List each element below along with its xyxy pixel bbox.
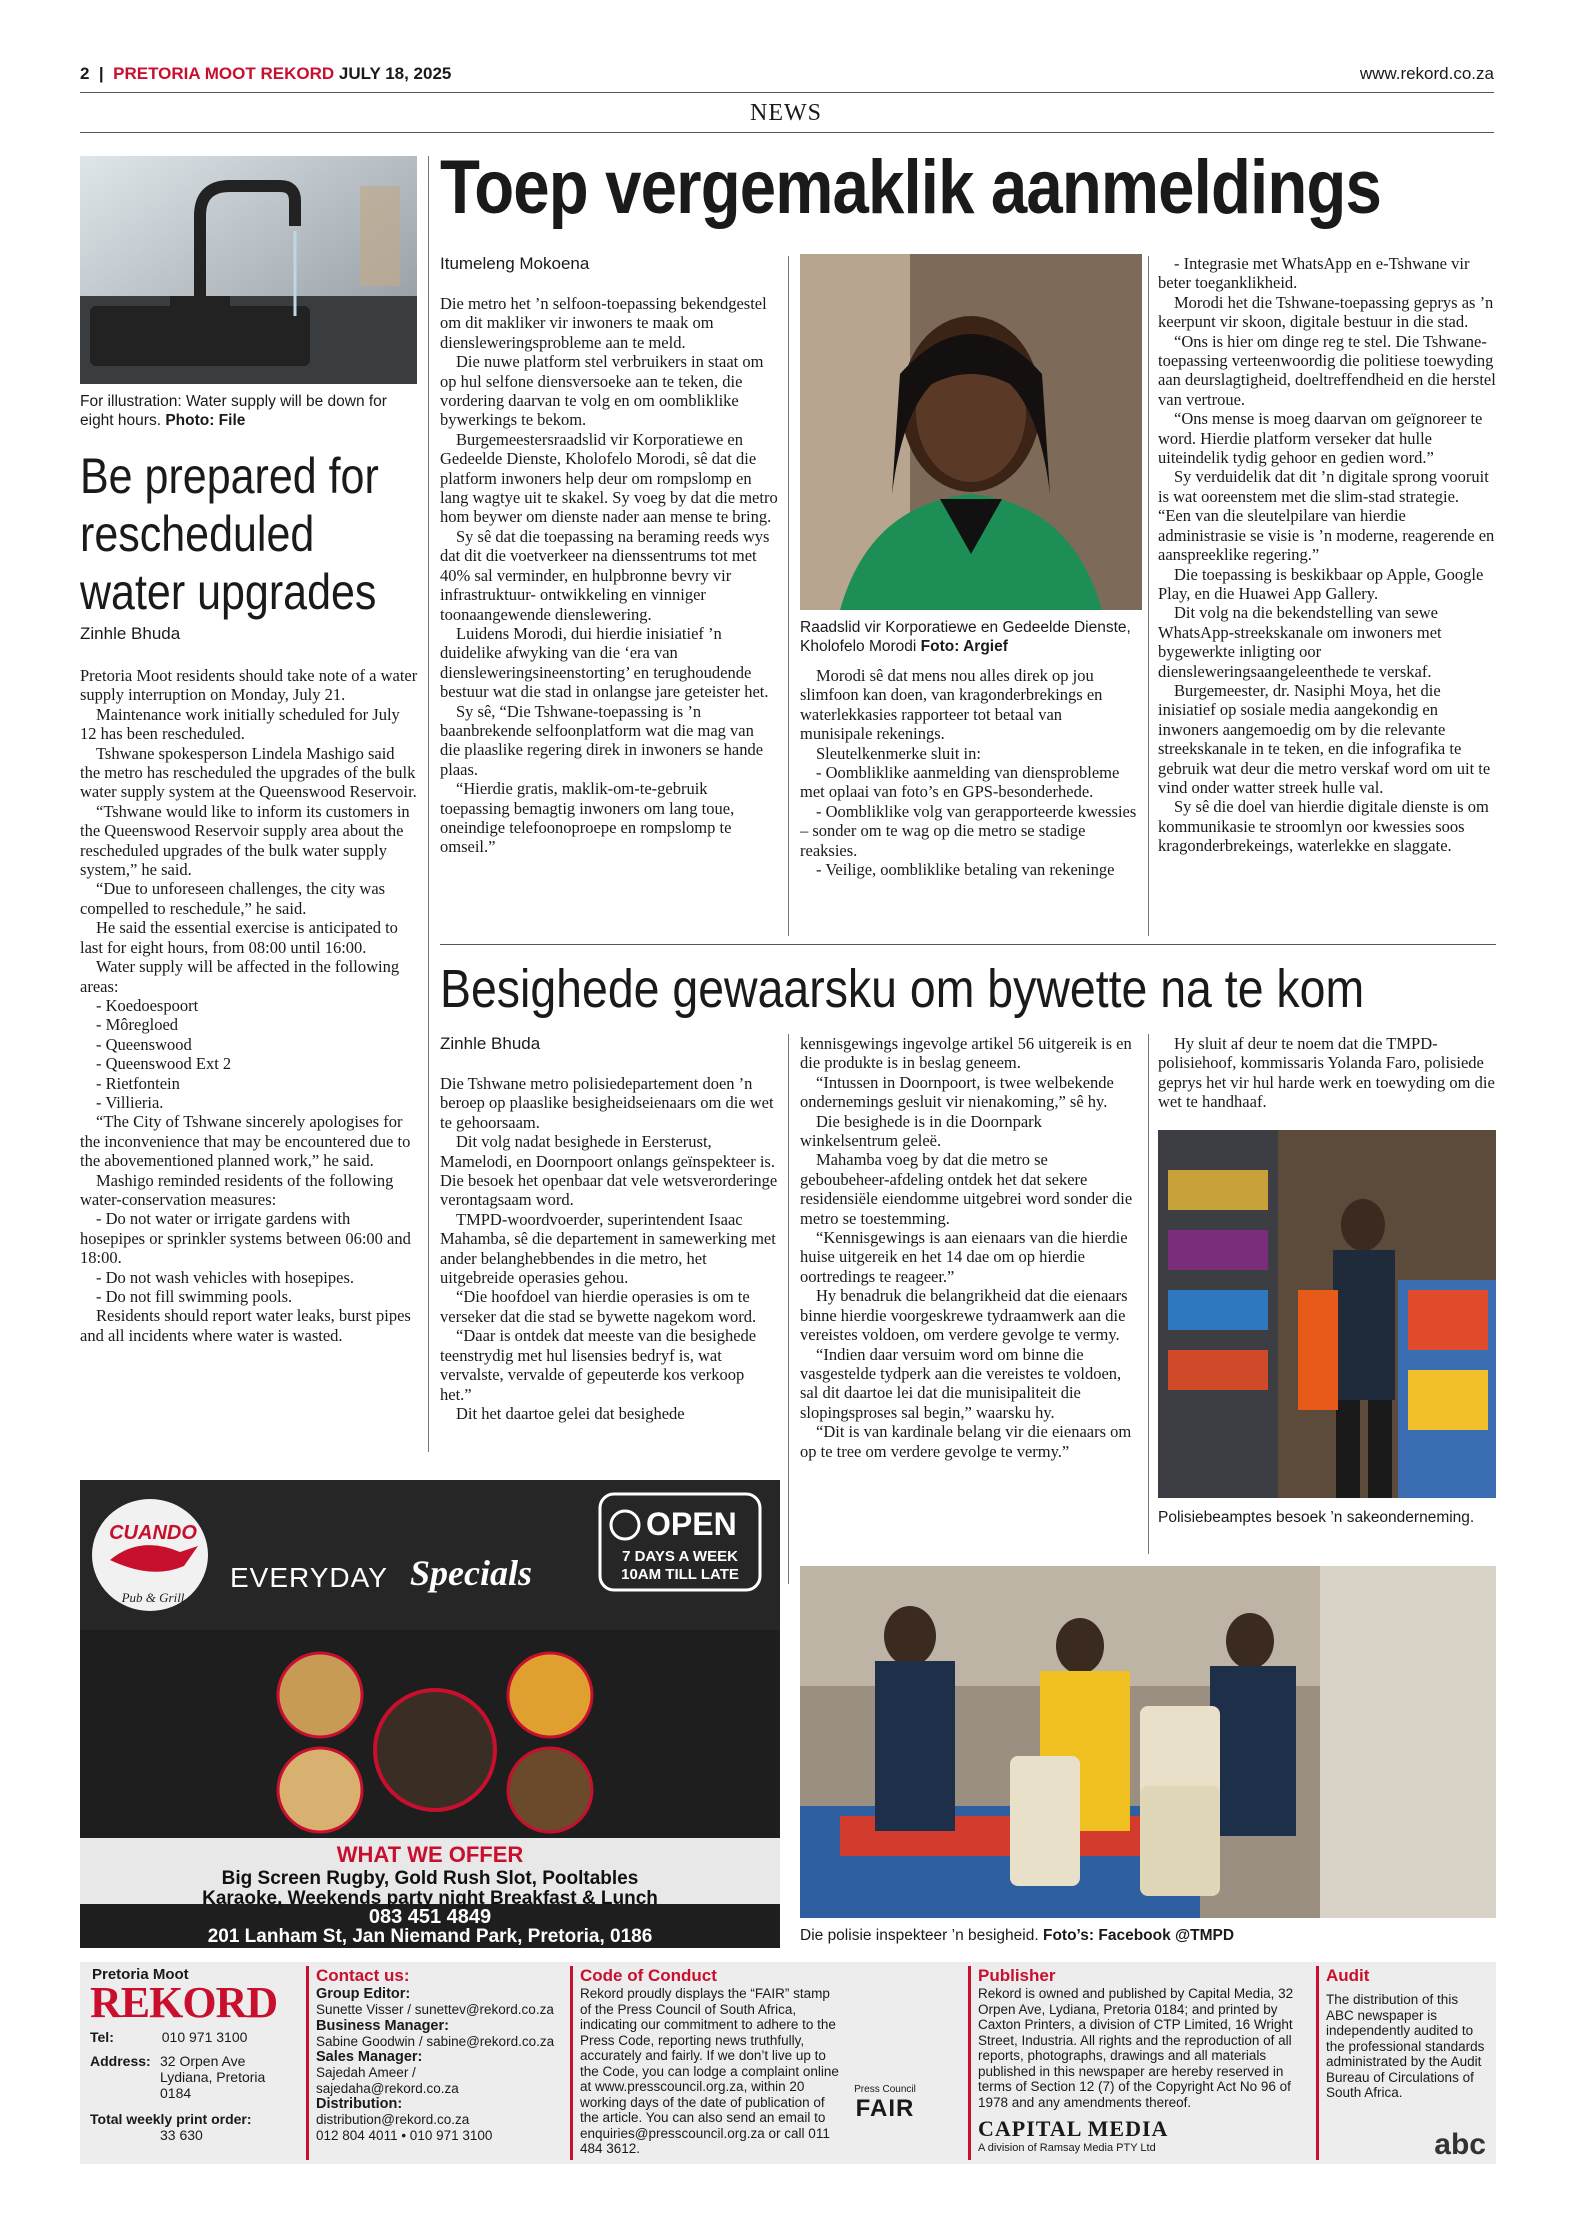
ad-address: 201 Lanham St, Jan Niemand Park, Pretoria, 0186	[207, 1926, 653, 1947]
footer-contact-col	[316, 1966, 556, 2160]
ad-phone[interactable]: 083 451 4849	[368, 1906, 492, 1928]
paragraph: TMPD-woordvoerder, superintendent Isaac Mahamba, sê die departement in samewerking met ander belanghebbendes in die metro, het uitgebreide operasies gehou.	[440, 1209, 776, 1288]
footer-contact-role: Distribution:	[316, 2096, 403, 2112]
column-divider-5	[788, 256, 789, 936]
paragraph: “Dit is van kardinale belang vir die eienaars om op te tree om verdere gevolge te vermy.”	[800, 1422, 1132, 1461]
water-caption-text: For illustration: Water supply will be down for eight hours.	[80, 393, 387, 429]
paragraph: Water supply will be affected in the following areas:	[80, 957, 400, 996]
shop-photo-2-caption-text: Die polisie inspekteer ’n besigheid.	[800, 1927, 1039, 1944]
footer-contact-title: Contact us:	[316, 1966, 410, 1985]
section-rule	[80, 132, 1494, 133]
footer-contact-role: Sales Manager:	[316, 2049, 423, 2065]
footer-print-label: Total weekly print order:	[90, 2111, 252, 2127]
paragraph: Mashigo reminded residents of the following water-conservation measures:	[80, 1170, 394, 1209]
bylaw-body-col1	[440, 1074, 778, 1423]
abc-logo: abc	[1434, 2128, 1486, 2161]
ad-offer-title: WHAT WE OFFER	[336, 1842, 524, 1867]
page-header	[80, 58, 1494, 90]
column-divider	[428, 156, 429, 1452]
fair-label: FAIR	[855, 2095, 915, 2122]
paragraph: Morodi het die Tshwane-toepassing geprys as ’n keerpunt vir skoon, digitale bestuur in die stad.	[1158, 292, 1494, 332]
footer-contact-detail[interactable]: Sunette Visser / sunettev@rekord.co.za	[316, 2002, 554, 2017]
paragraph: kennisgewings ingevolge artikel 56 uitgereik is en die produkte is in beslag geneem.	[800, 1034, 1132, 1073]
paragraph: - Rietfontein	[96, 1073, 180, 1093]
header-left	[80, 64, 451, 84]
column-divider-2	[788, 1034, 789, 1584]
paragraph: Residents should report water leaks, burst pipes and all incidents where water is wasted.	[80, 1306, 411, 1345]
paragraph: Dit volg nadat besighede in Eersterust, Mamelodi, en Doornpoort onlangs geïnspekteer is. Die besoek het openbaar dat vele wetsverorderinge verontagsaam word.	[440, 1132, 778, 1210]
paragraph: “Die hoofdoel van hierdie operasies is om te verseker dat die stad se bywette nagekom word.	[440, 1287, 757, 1326]
ad-offer-line2: Karaoke, Weekends party night Breakfast & Lunch	[202, 1888, 658, 1909]
paragraph: Sy verduidelik dat dit ’n digitale sprong vooruit is wat ooreenstem met die slim-stad strategie. “Een van die sleutelpilare van hierdie administrasie se visie is ’n moderne, reagerende en aanspreeklike regering.”	[1158, 467, 1495, 565]
footer-audit-text: The distribution of this ABC newspaper is independently audited to the professional standards administrated by the Audit Bureau of Circulations of South Africa.	[1326, 1992, 1485, 2100]
footer-audit-title: Audit	[1326, 1966, 1370, 1985]
footer-divider-1	[306, 1966, 309, 2160]
paragraph: Dit volg na die bekendstelling van sewe WhatsApp-streekskanale om inwoners met bygewerkte inligting oor diensleweringsaangeleenthede te verskaf.	[1158, 603, 1442, 681]
footer-print-row	[90, 2111, 290, 2143]
footer-address-row	[90, 2053, 290, 2101]
footer-contact-detail[interactable]: distribution@rekord.co.za	[316, 2112, 470, 2127]
shop-photo-1	[1158, 1130, 1496, 1498]
footer-publisher-text: Rekord is owned and published by Capital Media, 32 Orpen Ave, Lydiana, Pretoria 0184; and printed by Caxton Printers, a division of CTP Limited, 16 Wright Street, Industria. All rights and the reproduction of all reports, photographs, drawings and all materials published in this newspaper are hereby reserved in terms of Section 12 (7) of the Copyright Act No 96 of 1978 and any amendments thereof.	[978, 1986, 1294, 2110]
paragraph: - Do not wash vehicles with hosepipes.	[96, 1267, 354, 1287]
fair-top: Press Council	[854, 2084, 916, 2095]
paragraph: - Oombliklike aanmelding van diensprobleme met oplaai van foto’s en GPS-besonderhede.	[800, 763, 1120, 802]
paragraph: Burgemeester, dr. Nasiphi Moya, het die inisiatief op sosiale media aangekondig en inwoners aangemoedig om by die relevante streekskanale in te teken, en die infografika te gebruik wat deur die metro verskaf word om uit te vind onder watter streek hulle val.	[1158, 680, 1491, 797]
article-divider	[440, 944, 1496, 945]
paragraph: “Daar is ontdek dat meeste van die besighede teenstrydig met hul lisensies bedryf is, wat vervalste, vervalde of gepeuterde kos verkoop het.”	[440, 1326, 757, 1404]
tap-photo	[80, 156, 417, 384]
ad-open: OPEN	[646, 1506, 737, 1542]
shop-photo-2-credit: Foto’s: Facebook @TMPD	[1042, 1927, 1235, 1944]
paragraph: Die besighede is in die Doornpark winkelsentrum geleë.	[800, 1111, 1042, 1151]
water-byline: Zinhle Bhuda	[80, 624, 181, 643]
footer-address-label: Address:	[90, 2053, 151, 2069]
footer-audit-col	[1326, 1966, 1486, 2160]
ad-logo-sub: Pub & Grill	[121, 1590, 185, 1605]
capital-media-logo: CAPITAL MEDIA	[978, 2116, 1169, 2141]
column-divider-3	[1148, 256, 1149, 936]
water-headline: Be prepared for rescheduled water upgrades	[80, 448, 379, 620]
paragraph: - Queenswood	[96, 1034, 192, 1054]
paragraph: “Indien daar versuim word om binne die vasgestelde tydperk aan die vereistes te voldoen, sal dit daartoe lei dat die munisipaliteit die slopingsproses sal begin,” waarsku hy.	[800, 1344, 1122, 1422]
footer-contact-role: Group Editor:	[316, 1986, 411, 2002]
paragraph: “Tshwane would like to inform its customers in the Queenswood Reservoir supply area about the rescheduled upgrades of the bulk water supply system,” he said.	[80, 801, 410, 880]
water-caption-credit: Photo: File	[165, 412, 246, 429]
paragraph: Tshwane spokesperson Lindela Mashigo said the metro has rescheduled the upgrades of the bulk water supply system at the Queenswood Reservoir.	[80, 743, 417, 802]
header-rule	[80, 92, 1494, 93]
footer-tel-label: Tel:	[90, 2029, 114, 2045]
paragraph: - Môregloed	[96, 1015, 179, 1035]
footer-address-line: Lydiana, Pretoria	[160, 2069, 266, 2085]
footer-contact-detail[interactable]: Sabine Goodwin / sabine@rekord.co.za	[316, 2033, 555, 2049]
paragraph: Hy benadruk die belangrikheid dat die eienaars binne hierdie voorgeskrewe tydraamwerk aan die vereistes voldoen, om verdere gevolge te vermy.	[800, 1286, 1128, 1345]
morodi-photo	[800, 254, 1142, 610]
ad-specials: Specials	[410, 1553, 532, 1593]
page-number: 2	[80, 64, 90, 83]
paragraph: Pretoria Moot residents should take note of a water supply interruption on Monday, July 21.	[80, 666, 418, 705]
paragraph: Sy sê die doel van hierdie digitale dienste is om kommunikasie te stroomlyn oor kwessies soos kragonderbrekeings, waterlekke en slaggate.	[1158, 797, 1489, 856]
footer-divider-4	[1316, 1966, 1319, 2160]
paragraph: Die Tshwane metro polisiedepartement doen ’n beroep op plaaslike besigheidseienaars om die wet te gehoorsaam.	[440, 1074, 774, 1132]
footer-masthead: REKORD	[90, 1978, 278, 2027]
footer-masthead-col	[90, 1966, 290, 2160]
footer-conduct-col	[580, 1966, 920, 2160]
app-body-col3	[1158, 254, 1496, 856]
app-caption-credit: Foto: Argief	[920, 638, 1008, 655]
footer-tel-row	[90, 2029, 290, 2045]
paragraph: Luidens Morodi, dui hierdie inisiatief ’n duidelike afwyking van die ‘era van diensleweringsineenstorting’ en terughoudende bestuur wat die stad in onlangse jare geteister het.	[440, 623, 769, 702]
footer-contacts	[316, 1986, 556, 2128]
bylaw-body-col2	[800, 1034, 1138, 1461]
ad-everyday: EVERYDAY	[230, 1562, 388, 1593]
shop-photo-2-caption	[800, 1926, 1496, 1945]
app-photo-caption	[800, 618, 1142, 656]
footer-publisher-title: Publisher	[978, 1966, 1056, 1985]
footer-masthead-top: Pretoria Moot	[92, 1966, 189, 1983]
footer-conduct-text: Rekord proudly displays the “FAIR” stamp of the Press Council of South Africa, indicating our commitment to adhere to the Press Code, reporting news truthfully, accurately and fairly. If we don’t live up to the Code, you can lodge a complaint online at www.presscouncil.org.za, within 20 working days of the date of publication of the article. You can also send an email to enquiries@presscouncil.org.za or call 011 484 3612.	[580, 1986, 839, 2156]
app-byline: Itumeleng Mokoena	[440, 254, 590, 273]
paragraph: “Due to unforeseen challenges, the city was compelled to reschedule,” he said.	[80, 879, 386, 918]
paragraph: “Ons is hier om dinge reg te stel. Die Tshwane-toepassing verteenwoordig die politiese toewyding aan deurslagtigheid, doeltreffendheid en die herstel van vertroue.	[1158, 331, 1496, 409]
paragraph: “Intussen in Doornpoort, is twee welbekende ondernemings gesluit vir nienakoming,” sê hy.	[800, 1072, 1114, 1112]
paragraph: Sy sê, “Die Tshwane-toepassing is ’n baanbrekende selfoonplatform wat die mag van die plaaslike regering direk in inwoners se hande plaas.	[440, 701, 764, 779]
footer-conduct-title: Code of Conduct	[580, 1966, 717, 1985]
press-council-fair-logo	[850, 2084, 920, 2123]
cuando-advert[interactable]	[80, 1480, 780, 1948]
footer-print-order: 33 630	[160, 2127, 203, 2143]
paragraph: - Villieria.	[96, 1092, 164, 1112]
water-body	[80, 666, 418, 1345]
paragraph: Die toepassing is beskikbaar op Apple, Google Play, en die Huawei App Gallery.	[1158, 564, 1484, 603]
paragraph: Dit het daartoe gelei dat besighede	[456, 1403, 685, 1423]
paragraph: - Integrasie met WhatsApp en e-Tshwane vir beter toeganklikheid.	[1158, 254, 1470, 293]
header-website[interactable]: www.rekord.co.za	[1359, 64, 1494, 83]
paragraph: - Do not fill swimming pools.	[96, 1287, 293, 1306]
paragraph: Maintenance work initially scheduled for July 12 has been rescheduled.	[80, 704, 400, 744]
water-photo-caption	[80, 392, 420, 430]
paragraph: Die nuwe platform stel verbruikers in staat om op hul selfone diensversoeke aan te teken, die vordering daarvan te volg en om oombliklike bywerkings te bekom.	[440, 352, 764, 430]
capital-media-sub: A division of Ramsay Media PTY Ltd	[978, 2142, 1156, 2154]
paragraph: Morodi sê dat mens nou alles direk op jou slimfoon kan doen, van kragonderbrekings en waterlekkasies rapporteer tot betaal van munisipale rekenings.	[800, 666, 1103, 744]
footer-address	[160, 2053, 265, 2101]
app-body-col2	[800, 666, 1138, 879]
paragraph: Hy sluit af deur te noem dat die TMPD-polisiehoof, kommissaris Yolanda Faro, polisiede geprys het vir hul harde werk en toewyding om die wet te handhaaf.	[1158, 1034, 1495, 1112]
shop-photo-1-caption: Polisiebeamptes besoek ’n sakeonderneming.	[1158, 1509, 1475, 1526]
footer-address-line: 32 Orpen Ave	[160, 2053, 246, 2069]
paragraph: Sleutelkenmerke sluit in:	[816, 743, 981, 763]
footer-address-line: 0184	[160, 2085, 192, 2101]
column-divider-4	[1148, 1034, 1149, 1554]
shop-photo-2	[800, 1566, 1496, 1918]
paragraph: “Hierdie gratis, maklik-om-te-gebruik toepassing bemagtig inwoners om lang toue, oneindige telefoonoproepe en rompslomp te omseil.”	[440, 779, 735, 857]
paragraph: He said the essential exercise is anticipated to last for eight hours, from 08:00 until 16:00.	[80, 918, 398, 957]
ad-logo-name: CUANDO	[109, 1522, 197, 1544]
ad-offer-line1: Big Screen Rugby, Gold Rush Slot, Pooltables	[221, 1868, 639, 1889]
paragraph: - Koedoespoort	[96, 995, 199, 1015]
bylaw-body-col3	[1158, 1034, 1496, 1112]
footer-contact-detail[interactable]: Sajedah Ameer / sajedaha@rekord.co.za	[316, 2065, 459, 2096]
app-body-col1	[440, 294, 778, 857]
app-caption-text: Raadslid vir Korporatiewe en Gedeelde Dienste, Kholofelo Morodi	[800, 619, 1131, 655]
paragraph: Sy sê dat die toepassing na beraming reeds wys dat dit die voetverkeer na dienssentrums tot met 40% sal verminder, en hulpbronne bevry vir infrastruktuur- ontwikkeling en vinniger toonaangewende dienslewering.	[440, 526, 770, 624]
ad-open-days: 7 DAYS A WEEK	[622, 1548, 738, 1565]
paragraph: “Ons mense is moeg daarvan om geïgnoreer te word. Hierdie platform verseker dat hulle uiteindelik tydig gehoor en gedien word.”	[1158, 409, 1483, 468]
footer-contact-phones: 012 804 4011 • 010 971 3100	[316, 2127, 493, 2143]
bylaw-byline: Zinhle Bhuda	[440, 1034, 541, 1053]
footer-contact-role: Business Manager:	[316, 2017, 449, 2034]
paragraph: Die metro het ’n selfoon-toepassing bekendgestel om dit makliker vir inwoners te maak om diensleweringsprobleme aan te meld.	[440, 294, 767, 352]
bylaw-headline: Besighede gewaarsku om bywette na te kom	[440, 959, 1365, 1019]
paragraph: “The City of Tshwane sincerely apologises for the inconvenience that may be encountered due to the abovementioned planned work,” he said.	[80, 1112, 411, 1171]
paragraph: Mahamba voeg by dat die metro se geboubeheer-afdeling ontdek het dat sekere residensiële eiendomme uitgebrei word sonder die metro se toestemming.	[800, 1150, 1133, 1228]
paragraph: - Veilige, oombliklike betaling van rekeninge	[816, 860, 1115, 880]
footer	[80, 1962, 1496, 2164]
footer-divider-2	[570, 1966, 573, 2160]
paragraph: - Oombliklike volg van gerapporteerde kwessies – sonder om te wag op die metro se stadige reaksies.	[800, 801, 1137, 860]
header-brand: PRETORIA MOOT REKORD	[113, 64, 335, 83]
paragraph: “Kennisgewings is aan eienaars van die hierdie huise uitgereik en het 14 dae om op hierdie oortredings te reageer.”	[800, 1228, 1128, 1286]
paragraph: - Do not water or irrigate gardens with hosepipes or sprinkler systems between 06:00 and 18:00.	[80, 1209, 411, 1268]
header-separator: |	[98, 64, 104, 83]
paragraph: Burgemeestersraadslid vir Korporatiewe en Gedeelde Dienste, Kholofelo Morodi, sê dat die platform inwoners help deur om rompslomp en lang wagtye uit te skakel. Sy voeg by dat die metro hom beywer om dienste nader aan mense te bring.	[440, 429, 778, 527]
ad-open-hours: 10AM TILL LATE	[621, 1566, 739, 1583]
app-headline: Toep vergemaklik aanmeldings	[440, 145, 1381, 230]
section-label: NEWS	[750, 100, 822, 126]
footer-publisher-col	[978, 1966, 1298, 2160]
paragraph: - Queenswood Ext 2	[96, 1054, 232, 1074]
footer-tel: 010 971 3100	[161, 2029, 248, 2045]
footer-divider-3	[968, 1966, 971, 2160]
header-date: JULY 18, 2025	[338, 64, 452, 83]
